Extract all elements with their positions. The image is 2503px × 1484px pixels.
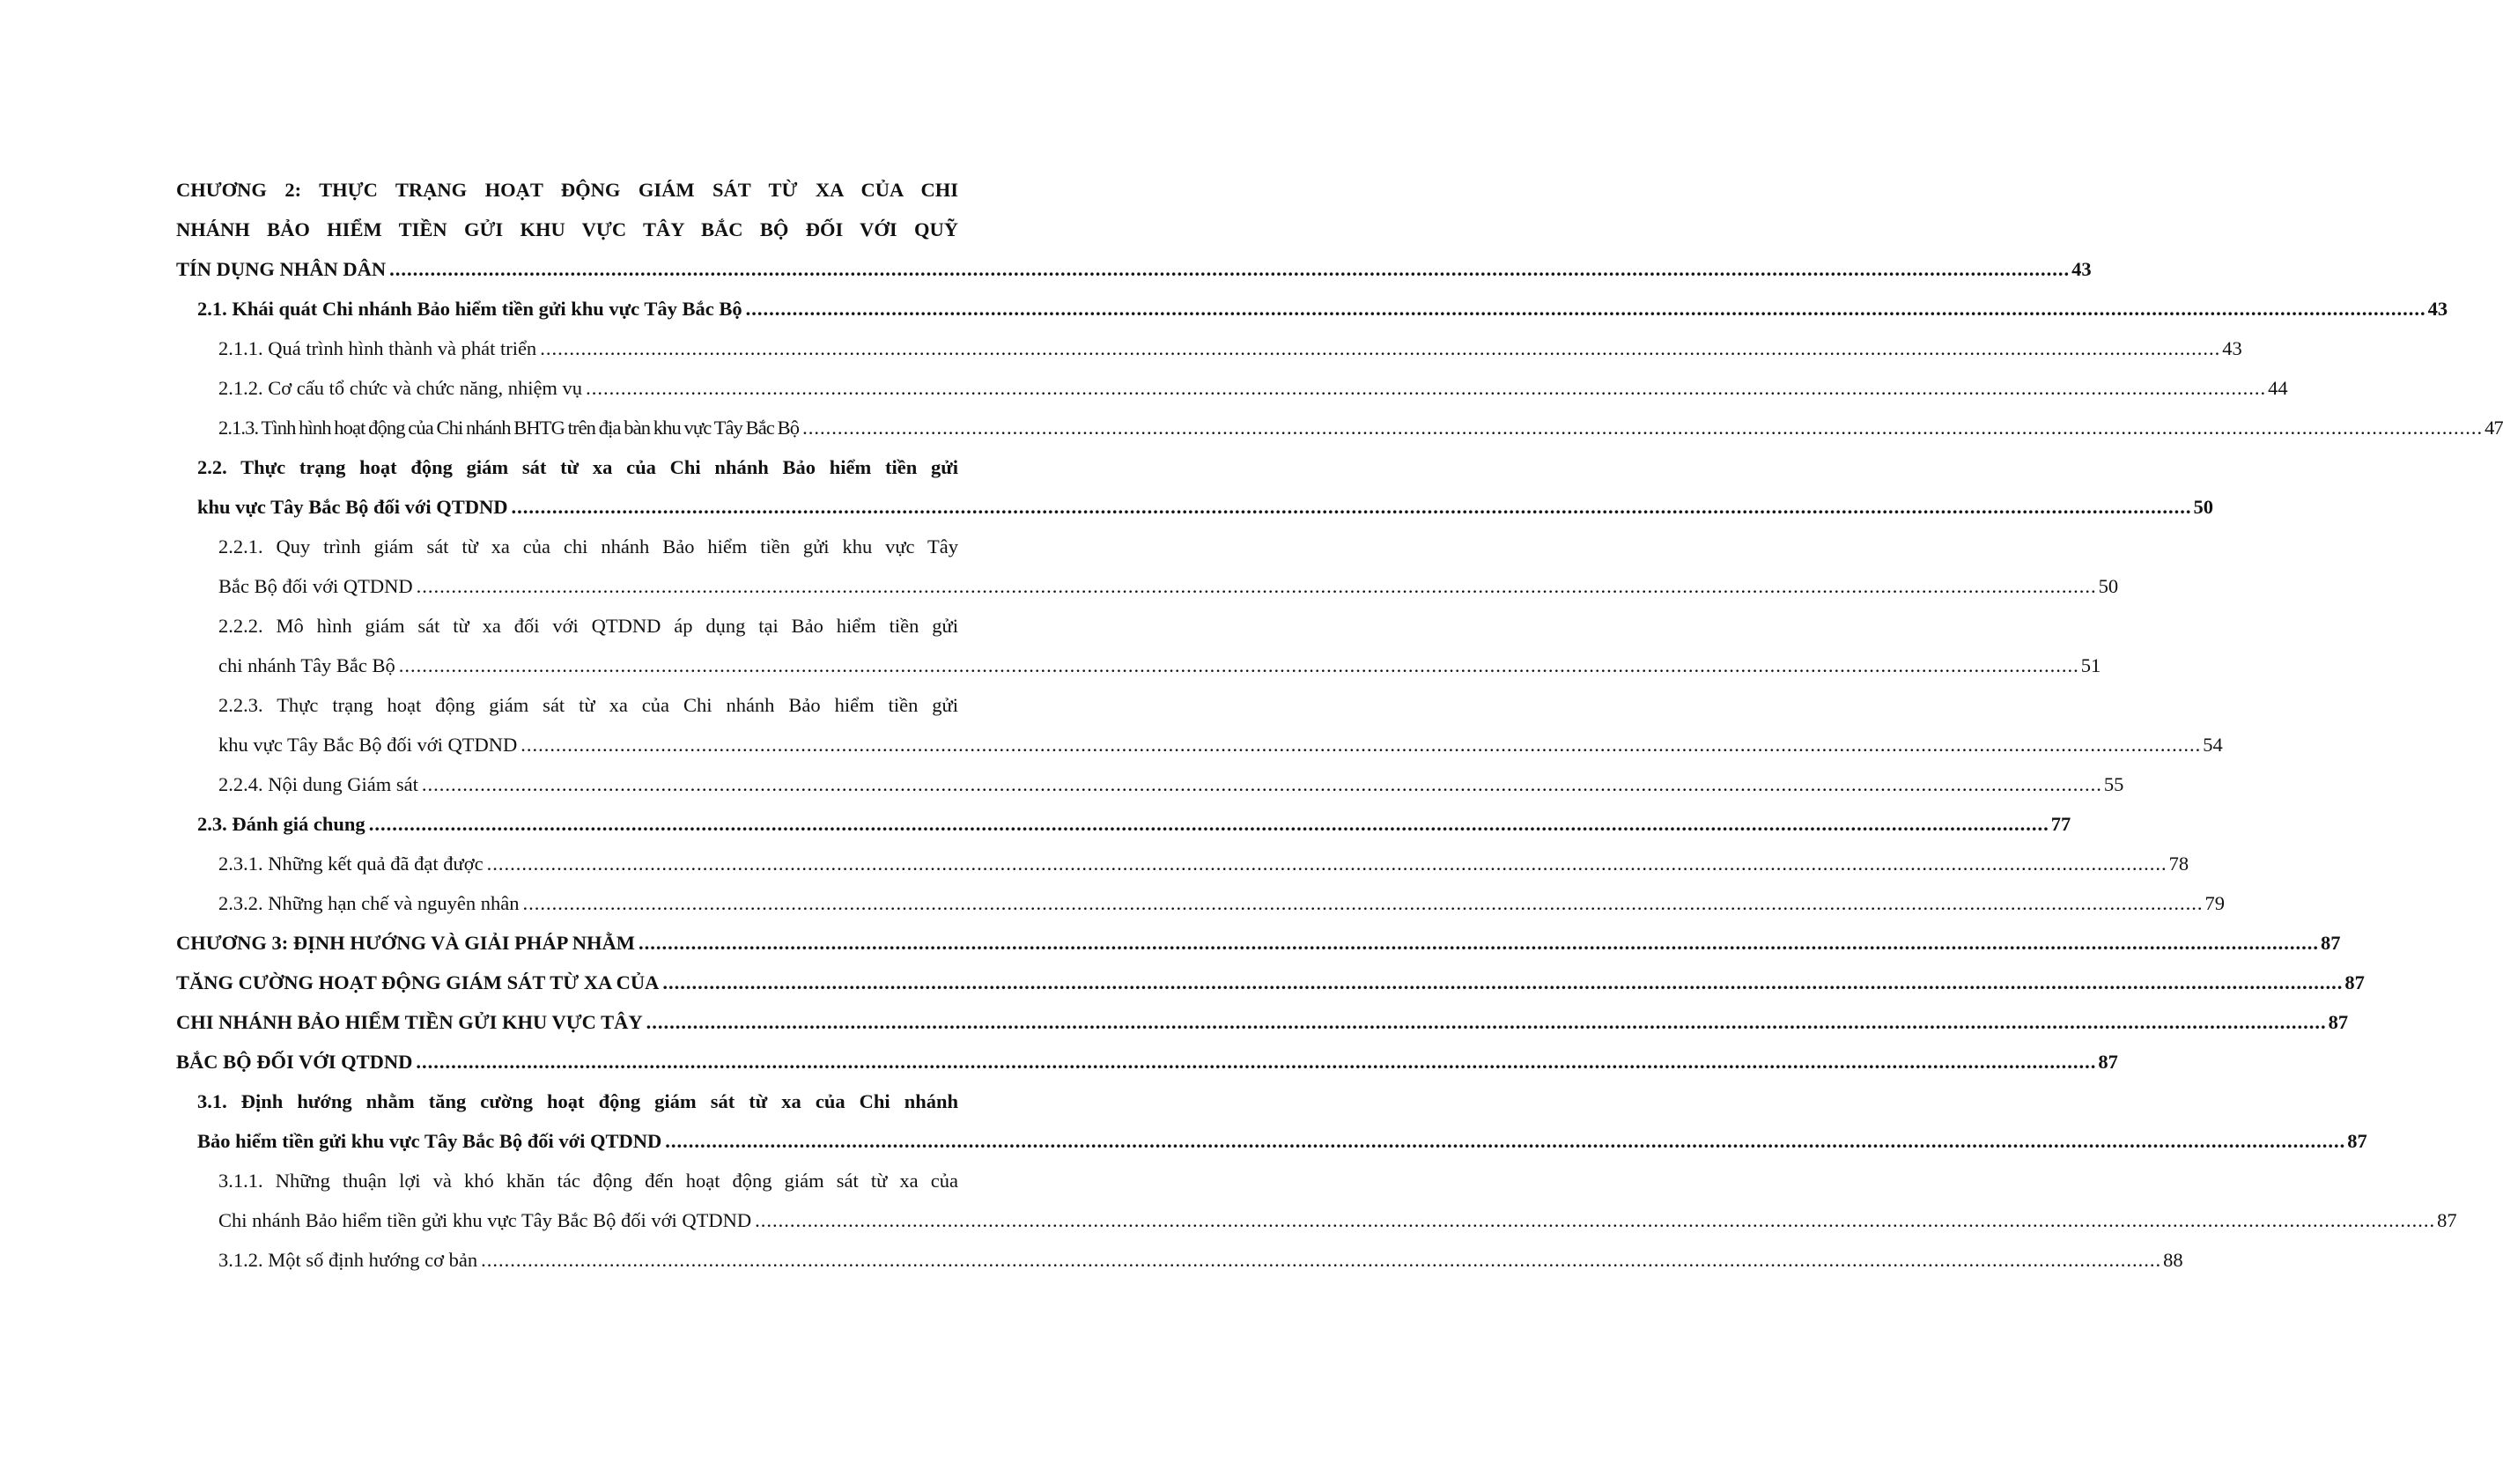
toc-entry-leader-line bbox=[218, 883, 2225, 923]
dot-leader bbox=[481, 1240, 2161, 1280]
page-number: 44 bbox=[2268, 377, 2288, 399]
dot-leader bbox=[512, 487, 2192, 527]
toc-entry-title: CHI NHÁNH BẢO HIỂM TIỀN GỬI KHU VỰC TÂY bbox=[176, 1011, 643, 1033]
dot-leader bbox=[802, 408, 2483, 447]
page-number: 43 bbox=[2427, 298, 2448, 320]
toc-entry-s224[interactable] bbox=[176, 764, 2124, 804]
toc-entry-title: chi nhánh Tây Bắc Bộ bbox=[218, 654, 395, 676]
dot-leader bbox=[646, 1002, 2327, 1042]
toc-entry-title: 2.1.1. Quá trình hình thành và phát triển bbox=[218, 337, 537, 359]
dot-leader bbox=[416, 1042, 2096, 1082]
page-number: 87 bbox=[2437, 1209, 2457, 1231]
toc-entry-s232[interactable] bbox=[176, 883, 2225, 923]
toc-entry-leader-line bbox=[176, 923, 2341, 963]
dot-leader bbox=[662, 963, 2343, 1002]
page-number: 77 bbox=[2050, 813, 2071, 835]
dot-leader bbox=[521, 725, 2201, 764]
page-number: 54 bbox=[2203, 734, 2223, 756]
page-number: 88 bbox=[2163, 1249, 2183, 1271]
toc-entry-title: CHƯƠNG 3: ĐỊNH HƯỚNG VÀ GIẢI PHÁP NHẰM bbox=[176, 932, 636, 954]
toc-entry-s22[interactable] bbox=[176, 447, 2213, 527]
dot-leader bbox=[399, 646, 2079, 685]
page-number: 79 bbox=[2204, 892, 2225, 914]
toc-entry-s212[interactable] bbox=[176, 368, 2288, 408]
toc-entry-title: 2.3.2. Những hạn chế và nguyên nhân bbox=[218, 892, 520, 914]
toc-entry-s312[interactable] bbox=[176, 1240, 2183, 1280]
toc-entry-s23[interactable] bbox=[176, 804, 2071, 844]
toc-entry-line: 2.2.2. Mô hình giám sát từ xa đối với QTDND áp dụng tại Bảo hiểm tiền gửi bbox=[218, 615, 958, 637]
page-number: 87 bbox=[2098, 1051, 2118, 1073]
toc-entry-title: 2.3. Đánh giá chung bbox=[197, 813, 365, 835]
toc-entry-c3a[interactable] bbox=[176, 923, 2341, 963]
toc-entry-leader-line bbox=[218, 566, 2119, 606]
dot-leader bbox=[746, 289, 2426, 329]
toc-entry-leader-line bbox=[218, 329, 2242, 368]
toc-entry-line: NHÁNH BẢO HIỂM TIỀN GỬI KHU VỰC TÂY BẮC BỘ ĐỐI VỚI QUỸ bbox=[176, 218, 958, 240]
toc-entry-leader-line bbox=[176, 1002, 2349, 1042]
toc-entry-s222[interactable] bbox=[176, 606, 2101, 685]
toc-entry-leader-line bbox=[176, 963, 2365, 1002]
dot-leader bbox=[523, 883, 2204, 923]
page-number: 78 bbox=[2168, 853, 2189, 875]
page-number: 47 bbox=[2485, 417, 2503, 439]
page-number: 87 bbox=[2328, 1011, 2349, 1033]
toc-entry-line: 2.2. Thực trạng hoạt động giám sát từ xa của Chi nhánh Bảo hiểm tiền gửi bbox=[197, 456, 958, 478]
toc-entry-leader-line bbox=[218, 646, 2101, 685]
page-number: 43 bbox=[2071, 258, 2092, 280]
toc-entry-line: 3.1.1. Những thuận lợi và khó khăn tác động đến hoạt động giám sát từ xa của bbox=[218, 1170, 958, 1192]
dot-leader bbox=[389, 249, 2070, 289]
toc-entry-s231[interactable] bbox=[176, 844, 2189, 883]
dot-leader bbox=[665, 1121, 2345, 1161]
toc-entry-title: 2.3.1. Những kết quả đã đạt được bbox=[218, 853, 484, 875]
toc-entry-leader-line bbox=[197, 487, 2213, 527]
toc-entry-leader-line bbox=[218, 1200, 2457, 1240]
toc-entry-title: TÍN DỤNG NHÂN DÂN bbox=[176, 258, 387, 280]
toc-entry-leader-line bbox=[176, 1042, 2118, 1082]
toc-entry-title: khu vực Tây Bắc Bộ đối với QTDND bbox=[197, 496, 508, 518]
toc-entry-s211[interactable] bbox=[176, 329, 2242, 368]
toc-entry-leader-line bbox=[218, 764, 2124, 804]
toc-entry-line: 2.2.1. Quy trình giám sát từ xa của chi nhánh Bảo hiểm tiền gửi khu vực Tây bbox=[218, 535, 958, 557]
toc-entry-line: 3.1. Định hướng nhằm tăng cường hoạt động giám sát từ xa của Chi nhánh bbox=[197, 1090, 958, 1112]
toc-entry-title: 3.1.2. Một số định hướng cơ bản bbox=[218, 1249, 478, 1271]
dot-leader bbox=[586, 368, 2266, 408]
page-number: 43 bbox=[2222, 337, 2242, 359]
toc-entry-leader-line bbox=[218, 408, 2503, 447]
toc-entry-title: Chi nhánh Bảo hiểm tiền gửi khu vực Tây Bắc Bộ đối với QTDND bbox=[218, 1209, 752, 1231]
toc-entry-s223[interactable] bbox=[176, 685, 2223, 764]
toc-entry-title: TĂNG CƯỜNG HOẠT ĐỘNG GIÁM SÁT TỪ XA CỦA bbox=[176, 971, 660, 993]
toc-entry-title: Bắc Bộ đối với QTDND bbox=[218, 575, 413, 597]
page-number: 87 bbox=[2347, 1130, 2367, 1152]
page-number: 55 bbox=[2103, 773, 2124, 795]
table-of-contents bbox=[176, 170, 2503, 1280]
toc-entry-leader-line bbox=[218, 725, 2223, 764]
toc-entry-s311[interactable] bbox=[176, 1161, 2457, 1240]
page-number: 50 bbox=[2193, 496, 2213, 518]
dot-leader bbox=[369, 804, 2049, 844]
dot-leader bbox=[422, 764, 2102, 804]
toc-entry-title: BẮC BỘ ĐỐI VỚI QTDND bbox=[176, 1051, 413, 1073]
toc-entry-title: Bảo hiểm tiền gửi khu vực Tây Bắc Bộ đối với QTDND bbox=[197, 1130, 662, 1152]
toc-entry-line: 2.2.3. Thực trạng hoạt động giám sát từ xa của Chi nhánh Bảo hiểm tiền gửi bbox=[218, 694, 958, 716]
toc-entry-leader-line bbox=[218, 368, 2288, 408]
toc-entry-leader-line bbox=[176, 249, 2092, 289]
toc-entry-title: 2.2.4. Nội dung Giám sát bbox=[218, 773, 418, 795]
toc-entry-leader-line bbox=[197, 804, 2071, 844]
page-number: 50 bbox=[2098, 575, 2119, 597]
toc-entry-s221[interactable] bbox=[176, 527, 2119, 606]
toc-entry-leader-line bbox=[218, 844, 2189, 883]
page-number: 87 bbox=[2321, 932, 2341, 954]
toc-entry-s31[interactable] bbox=[176, 1082, 2367, 1161]
toc-entry-c3b[interactable] bbox=[176, 963, 2365, 1002]
toc-entry-title: 2.1. Khái quát Chi nhánh Bảo hiểm tiền gửi khu vực Tây Bắc Bộ bbox=[197, 298, 742, 320]
toc-entry-leader-line bbox=[197, 1121, 2367, 1161]
page-number: 51 bbox=[2080, 654, 2101, 676]
toc-entry-c3d[interactable] bbox=[176, 1042, 2118, 1082]
page-number: 87 bbox=[2344, 971, 2365, 993]
toc-entry-s213[interactable] bbox=[176, 408, 2503, 447]
toc-entry-leader-line bbox=[197, 289, 2448, 329]
toc-entry-c2[interactable] bbox=[176, 170, 2092, 289]
toc-entry-s21[interactable] bbox=[176, 289, 2448, 329]
toc-entry-title: khu vực Tây Bắc Bộ đối với QTDND bbox=[218, 734, 518, 756]
dot-leader bbox=[487, 844, 2167, 883]
toc-entry-title: 2.1.2. Cơ cấu tổ chức và chức năng, nhiệm vụ bbox=[218, 377, 583, 399]
toc-entry-line: CHƯƠNG 2: THỰC TRẠNG HOẠT ĐỘNG GIÁM SÁT TỪ XA CỦA CHI bbox=[176, 179, 958, 201]
dot-leader bbox=[540, 329, 2220, 368]
dot-leader bbox=[755, 1200, 2435, 1240]
toc-entry-title: 2.1.3. Tình hình hoạt động của Chi nhánh BHTG trên địa bàn khu vực Tây Bắc Bộ bbox=[218, 417, 800, 439]
dot-leader bbox=[639, 923, 2319, 963]
dot-leader bbox=[417, 566, 2097, 606]
toc-entry-leader-line bbox=[218, 1240, 2183, 1280]
toc-entry-c3c[interactable] bbox=[176, 1002, 2349, 1042]
